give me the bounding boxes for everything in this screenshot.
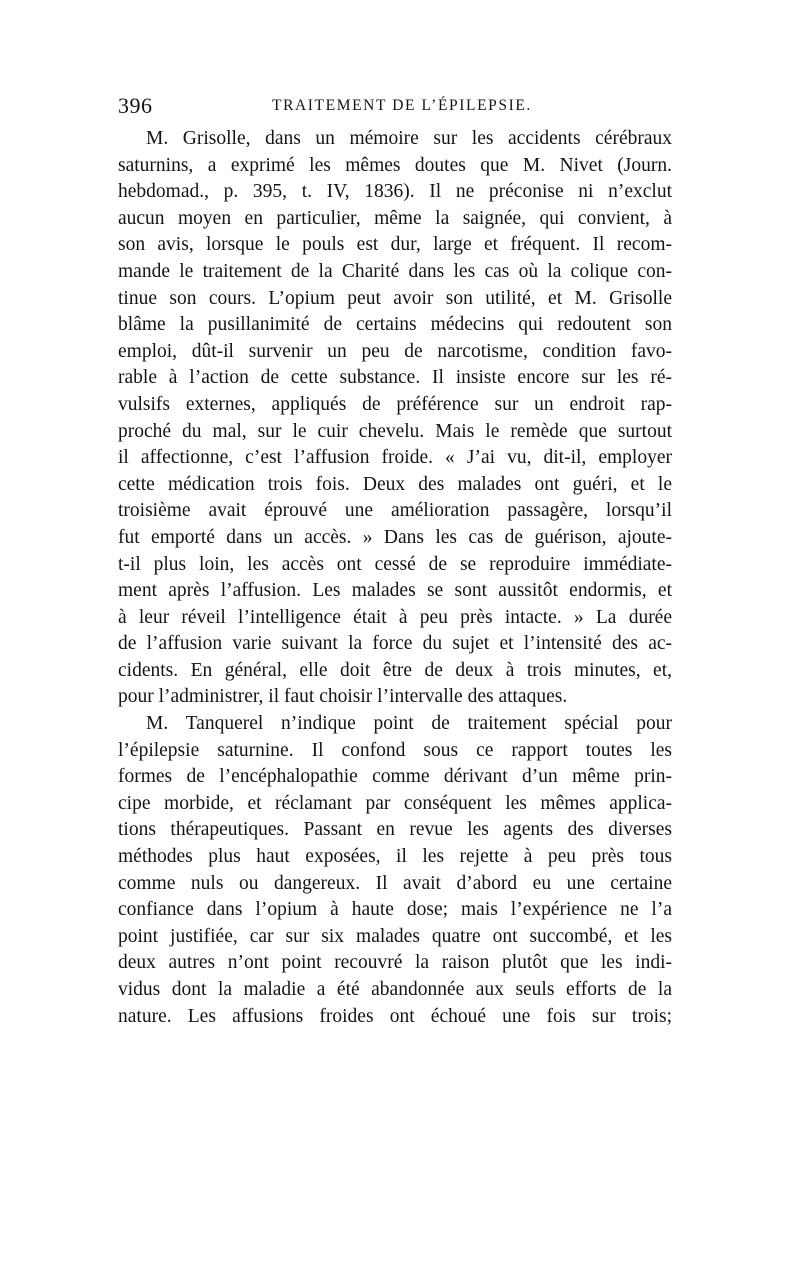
- text-line: rable à l’action de cette substance. Il insiste encore sur les ré-: [118, 367, 672, 389]
- text-line: nature. Les affusions froides ont échoué une fois sur trois;: [118, 1005, 672, 1027]
- text-line: son avis, lorsque le pouls est dur, large et fréquent. Il recom-: [118, 234, 672, 256]
- text-line: cidents. En général, elle doit être de deux à trois minutes, et,: [118, 659, 672, 681]
- text-line: troisième avait éprouvé une amélioration passagère, lorsqu’il: [118, 500, 672, 522]
- text-line: confiance dans l’opium à haute dose; mais l’expérience ne l’a: [118, 899, 672, 921]
- running-title: TRAITEMENT DE L’ÉPILEPSIE.: [272, 97, 532, 114]
- text-line: deux autres n’ont point recouvré la raison plutôt que les indi-: [118, 952, 672, 974]
- text-line: de l’affusion varie suivant la force du sujet et l’intensité des ac-: [118, 633, 672, 655]
- text-line: comme nuls ou dangereux. Il avait d’abord eu une certaine: [118, 872, 672, 894]
- text-line: vidus dont la maladie a été abandonnée aux seuls efforts de la: [118, 979, 672, 1000]
- text-line: tions thérapeutiques. Passant en revue les agents des diverses: [118, 819, 672, 841]
- text-line: fut emporté dans un accès. » Dans les cas de guérison, ajoute-: [118, 526, 672, 548]
- text-line: méthodes plus haut exposées, il les rejette à peu près tous: [118, 846, 672, 868]
- text-line: vulsifs externes, appliqués de préférence sur un endroit rap-: [118, 393, 672, 415]
- text-line: cipe morbide, et réclamant par conséquent les mêmes applica-: [118, 792, 672, 814]
- text-line: blâme la pusillanimité de certains médecins qui redoutent son: [118, 314, 672, 336]
- text-line: l’épilepsie saturnine. Il confond sous ce rapport toutes les: [118, 739, 672, 761]
- body-text: [118, 126, 672, 1030]
- text-line: proché du mal, sur le cuir chevelu. Mais le remède que surtout: [118, 420, 672, 442]
- text-line: M. Tanquerel n’indique point de traitement spécial pour: [146, 713, 672, 735]
- text-line: emploi, dût-il survenir un peu de narcotisme, condition favo-: [118, 340, 672, 362]
- text-line: point justifiée, car sur six malades quatre ont succombé, et les: [118, 925, 672, 947]
- text-line: cette médication trois fois. Deux des malades ont guéri, et le: [118, 473, 672, 495]
- paragraph-last-line: pour l’administrer, il faut choisir l’intervalle des attaques.: [118, 686, 568, 708]
- text-line: ment après l’affusion. Les malades se sont aussitôt endormis, et: [118, 580, 672, 602]
- text-line: formes de l’encéphalopathie comme dérivant d’un même prin-: [118, 766, 672, 788]
- text-line: saturnins, a exprimé les mêmes doutes que M. Nivet (Journ.: [118, 154, 672, 176]
- page-number: 396: [118, 93, 153, 118]
- text-line: il affectionne, c’est l’affusion froide. « J’ai vu, dit-il, employer: [118, 447, 672, 469]
- text-line: t-il plus loin, les accès ont cessé de se reproduire immédiate-: [118, 553, 672, 575]
- text-line: M. Grisolle, dans un mémoire sur les accidents cérébraux: [146, 128, 672, 149]
- text-line: hebdomad., p. 395, t. IV, 1836). Il ne préconise ni n’exclut: [118, 181, 672, 203]
- text-line: mande le traitement de la Charité dans les cas où la colique con-: [118, 260, 672, 282]
- text-line: tinue son cours. L’opium peut avoir son utilité, et M. Grisolle: [118, 287, 672, 309]
- text-line: à leur réveil l’intelligence était à peu près intacte. » La durée: [118, 606, 672, 628]
- text-line: aucun moyen en particulier, même la saignée, qui convient, à: [118, 207, 672, 229]
- running-head: [118, 93, 678, 123]
